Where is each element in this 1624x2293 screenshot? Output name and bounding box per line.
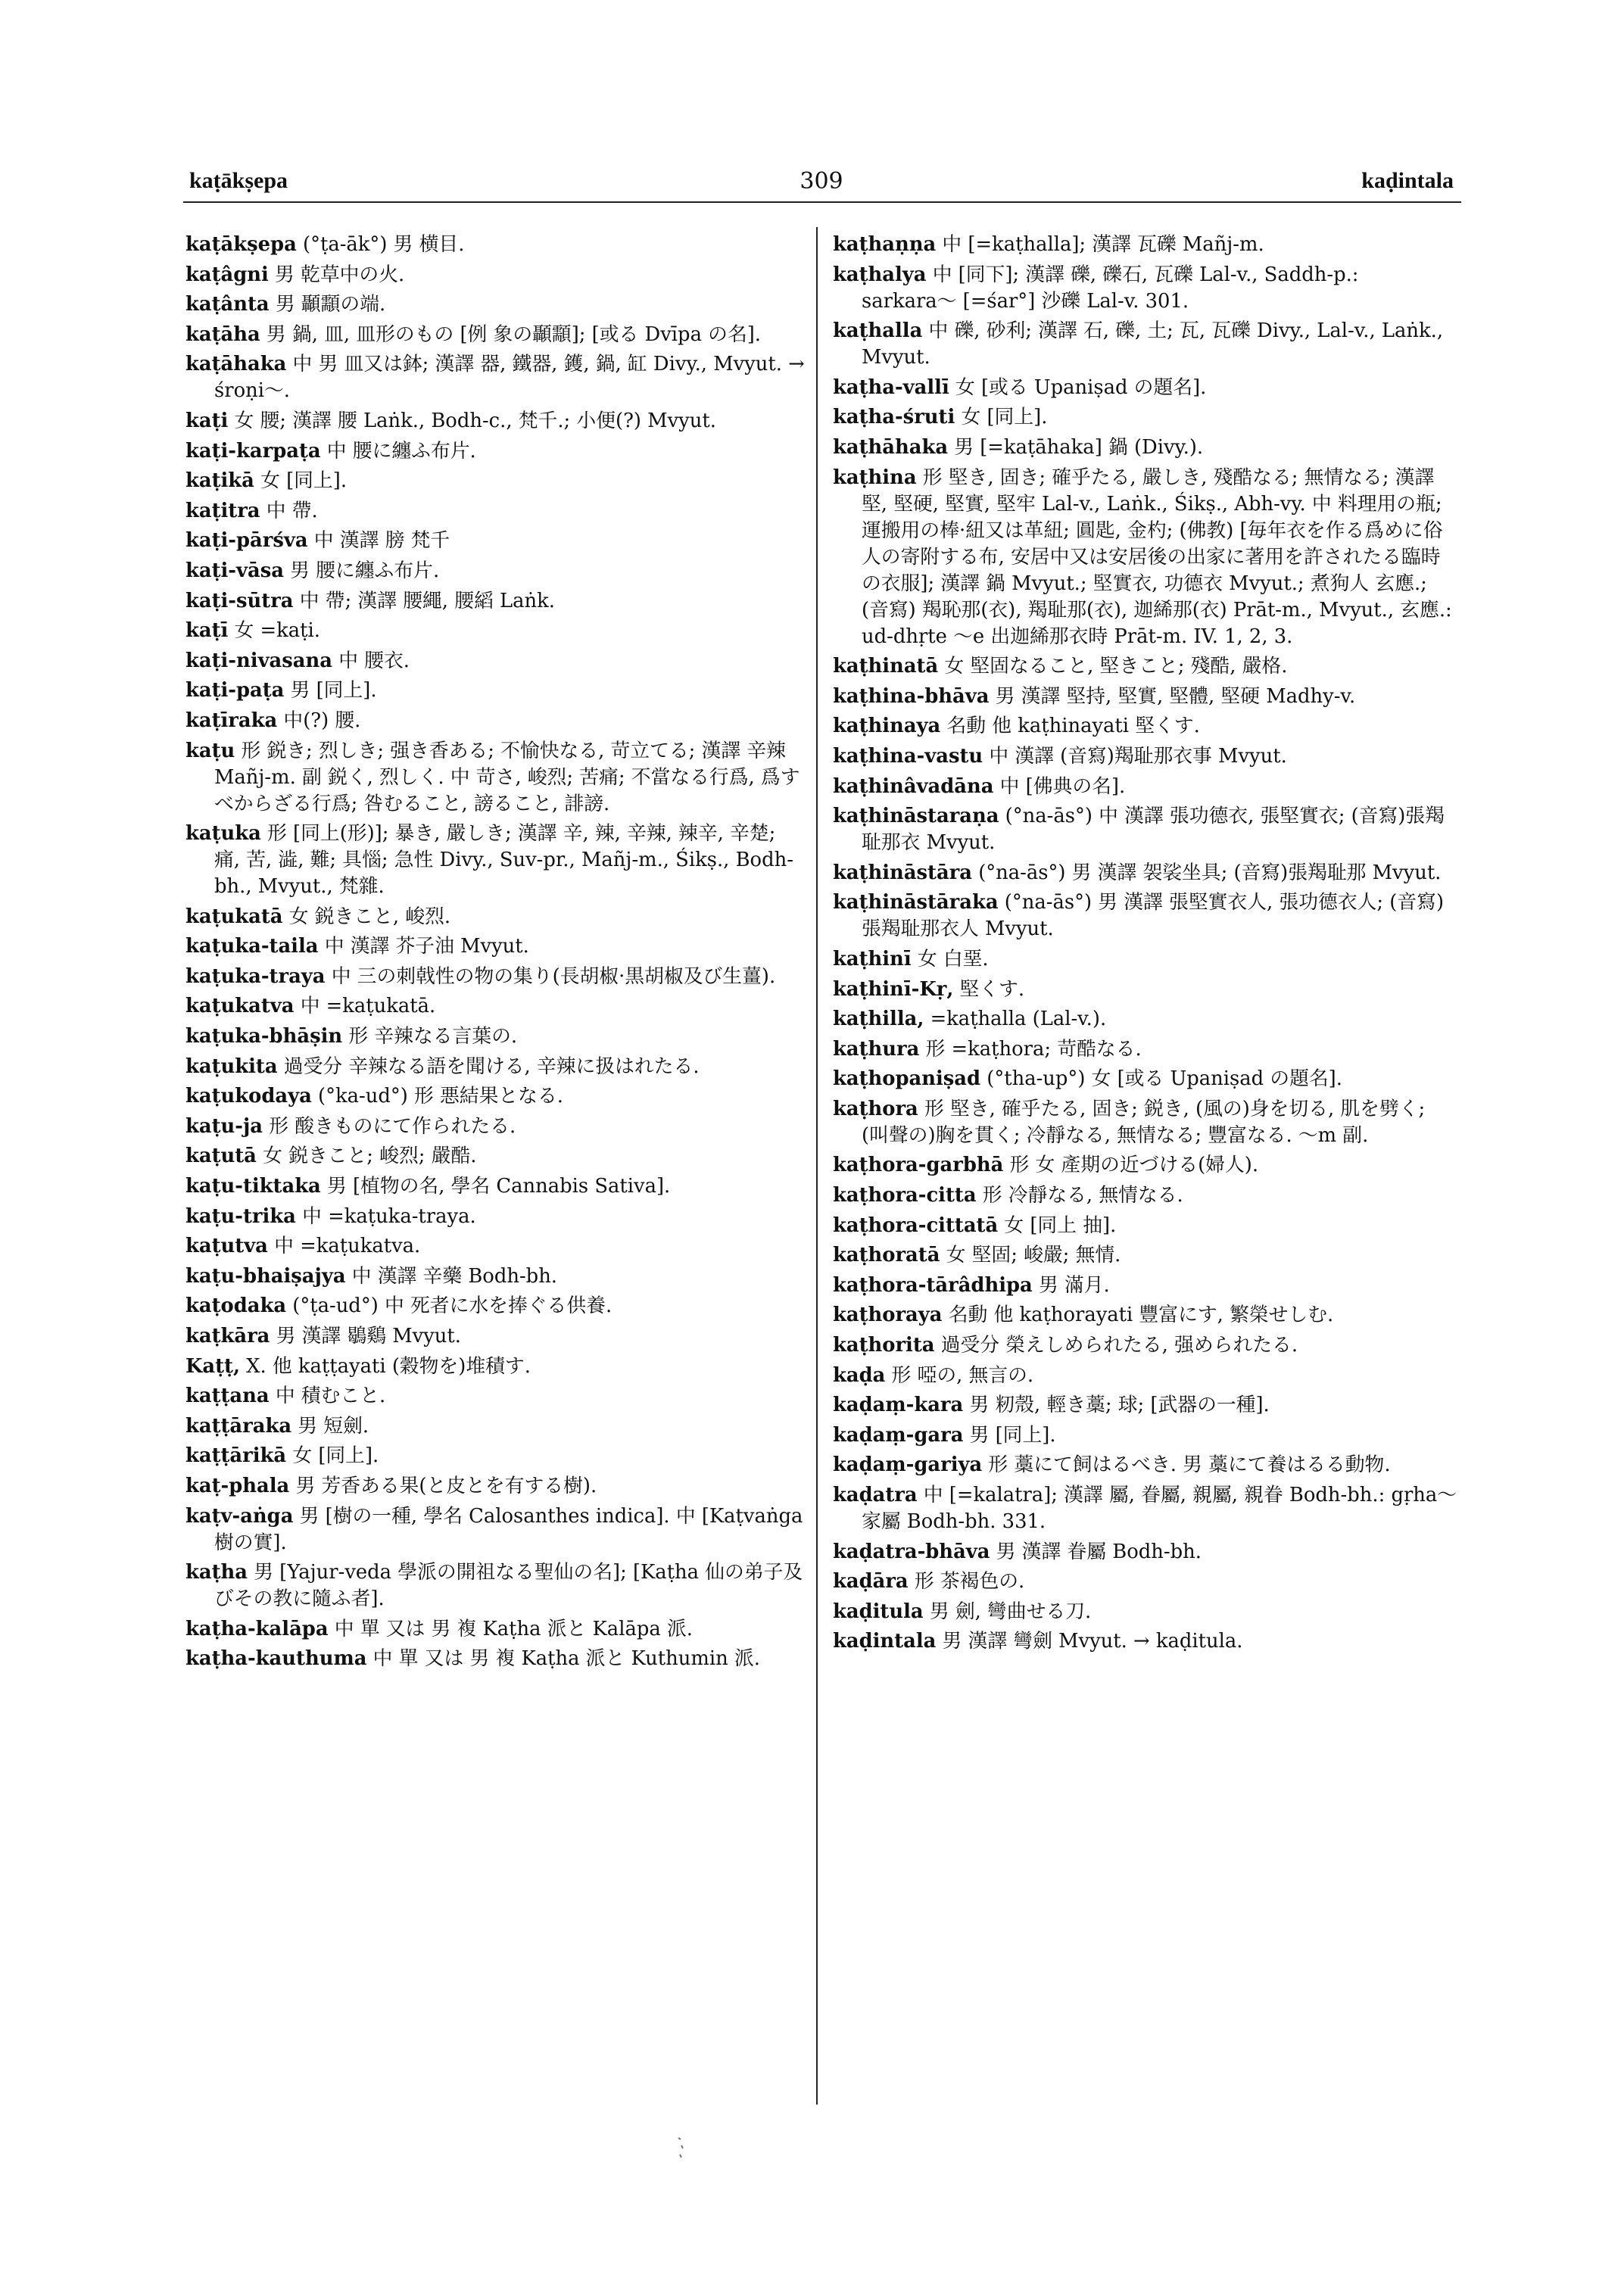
entry-headword: kaṭikā <box>185 469 254 493</box>
entry-headword: kaṭha-vallī <box>833 375 949 399</box>
dictionary-entry <box>185 558 805 584</box>
entry-headword: kaṭhilla, <box>833 1008 924 1031</box>
entry-headword: kaṭuka <box>185 822 261 846</box>
entry-headword: kaṭhina-bhāva <box>833 684 990 708</box>
header-rule <box>183 201 1461 203</box>
entry-definition: 中 =kaṭuka-traya. <box>302 1204 476 1228</box>
dictionary-entry <box>185 291 805 318</box>
dictionary-entry <box>833 713 1457 740</box>
entry-definition: 中 漢譯 辛藥 Bodh-bh. <box>351 1264 558 1288</box>
entry-headword: kaḍitula <box>833 1600 924 1623</box>
dictionary-entry <box>833 1539 1457 1566</box>
entry-definition: (°ka-ud°) 形 悪結果となる. <box>318 1085 563 1108</box>
dictionary-entry <box>185 1054 805 1080</box>
entry-definition: 形 女 產期の近づける(婦人). <box>1009 1154 1259 1177</box>
page-header <box>189 168 1454 204</box>
entry-headword: kaṭhaṇṇa <box>833 233 937 256</box>
dictionary-entry <box>185 1559 805 1612</box>
entry-headword: kaṭi-vāsa <box>185 559 284 582</box>
entry-headword: kaṭhoraya <box>833 1304 943 1327</box>
dictionary-entry <box>833 1036 1457 1063</box>
entry-definition: 形 [同上(形)]; 暴き, 嚴しき; 漢譯 辛, 辣, 辛辣, 辣辛, 辛楚; 痛, 苦, 澁, 難; 具惱; 急性 Divy., Suv-pr., Mañj-m., Śikṣ., Bodh-bh., Mvyut., 梵雜. <box>214 822 793 899</box>
entry-definition: 男 乾草中の火. <box>275 263 405 286</box>
dictionary-entry <box>833 684 1457 710</box>
dictionary-entry <box>833 1213 1457 1239</box>
entry-definition: 中 漢譯 膀 梵千 <box>313 529 450 553</box>
dictionary-entry <box>833 318 1457 371</box>
entry-headword: kaṭṭāraka <box>185 1414 292 1438</box>
dictionary-entry <box>185 904 805 930</box>
dictionary-entry <box>833 375 1457 401</box>
entry-headword: kaṭhinatā <box>833 655 939 678</box>
entry-headword: kaṭi <box>185 409 229 432</box>
entry-definition: 形 酸きものにて作られたる. <box>269 1114 516 1138</box>
entry-headword: kaṭhora-tārâdhipa <box>833 1273 1033 1297</box>
entry-definition: 男 漢譯 眷屬 Bodh-bh. <box>996 1540 1202 1563</box>
dictionary-entry <box>833 860 1457 886</box>
dictionary-entry <box>185 1233 805 1260</box>
dictionary-entry <box>833 1332 1457 1359</box>
entry-definition: (°na-ās°) 男 漢譯 張堅實衣人, 張功德衣人; (音寫)張羯耻那衣人 Mvyut. <box>862 891 1445 941</box>
entry-headword: kaḍāra <box>833 1570 909 1594</box>
entry-definition: 男 漢譯 鶡鷄 Mvyut. <box>276 1325 461 1347</box>
dictionary-entry <box>185 738 805 818</box>
entry-headword: kaḍaṃ-gariya <box>833 1453 983 1477</box>
dictionary-entry <box>185 708 805 734</box>
entry-headword: kaṭutā <box>185 1145 257 1168</box>
stray-mark <box>674 2135 689 2165</box>
entry-headword: kaṭukatā <box>185 905 283 928</box>
entry-headword: kaṭuka-taila <box>185 935 319 958</box>
entry-headword: kaḍaṃ-gara <box>833 1423 964 1447</box>
entry-headword: kaṭhoratā <box>833 1244 940 1267</box>
dictionary-entry <box>185 438 805 465</box>
dictionary-entry <box>185 1503 805 1556</box>
dictionary-entry <box>833 1152 1457 1179</box>
dictionary-entry <box>833 653 1457 680</box>
entry-definition: 中 [佛典の名]. <box>999 774 1126 798</box>
entry-definition: 形 茶褐色の. <box>914 1570 1025 1594</box>
dictionary-entry <box>833 1569 1457 1595</box>
dictionary-entry <box>185 678 805 704</box>
entry-headword: kaṭṭana <box>185 1385 270 1408</box>
dictionary-entry <box>833 1363 1457 1389</box>
entry-headword: kaṭhalla <box>833 319 923 343</box>
entry-definition: 男 籾殼, 輕き藁; 球; [武器の一種]. <box>969 1394 1270 1417</box>
entry-definition: (°ṭa-āk°) 男 横目. <box>303 233 465 256</box>
entry-headword: kaṭu-tiktaka <box>185 1175 321 1198</box>
entry-definition: 中 單 又は 男 複 Kaṭha 派と Kalāpa 派. <box>334 1617 693 1640</box>
entry-definition: X. 他 kaṭṭayati (穀物を)堆積す. <box>246 1354 531 1378</box>
entry-definition: 過受分 辛辣なる語を聞ける, 辛辣に扱はれたる. <box>283 1055 700 1078</box>
entry-headword: kaṭhināstāraka <box>833 891 999 914</box>
entry-definition: 男 劍, 彎曲せる刀. <box>929 1600 1092 1623</box>
dictionary-entry <box>833 977 1457 1003</box>
entry-headword: kaṭi-karpaṭa <box>185 439 321 463</box>
entry-definition: 中 單 又は 男 複 Kaṭha 派と Kuthumin 派. <box>372 1647 760 1671</box>
entry-headword: kaṭhora-garbhā <box>833 1154 1004 1177</box>
entry-headword: kaṭāha <box>185 322 260 346</box>
entry-headword: kaṭu-ja <box>185 1114 263 1138</box>
entry-headword: kaṭha-kalāpa <box>185 1617 329 1640</box>
entry-definition: 女 堅固; 峻嚴; 無情. <box>946 1244 1121 1267</box>
entry-headword: kaṭodaka <box>185 1294 287 1318</box>
entry-definition: 中 [=kalatra]; 漢譯 屬, 眷屬, 親屬, 親眷 Bodh-bh.: gṛha〜 家屬 Bodh-bh. 331. <box>862 1484 1457 1533</box>
dictionary-entry <box>185 648 805 675</box>
entry-definition: 中 [=kaṭhalla]; 漢譯 瓦礫 Mañj-m. <box>942 233 1264 256</box>
dictionary-entry <box>833 1392 1457 1419</box>
entry-definition: 中 帶. <box>266 499 318 522</box>
entry-definition: 女 腰; 漢譯 腰 Laṅk., Bodh-c., 梵千.; 小便(?) Mvyut. <box>234 409 716 432</box>
left-column <box>185 232 805 1676</box>
dictionary-entry <box>185 1204 805 1230</box>
entry-definition: 女 [同上 抽]. <box>1004 1213 1117 1237</box>
dictionary-entry <box>185 588 805 615</box>
dictionary-entry <box>185 1023 805 1050</box>
dictionary-entry <box>833 1273 1457 1299</box>
entry-headword: kaṭha <box>185 1561 248 1584</box>
entry-definition: 中 [同下]; 漢譯 礫, 礫石, 瓦礫 Lal-v., Saddh-p.: sarkara〜 [=śar°] 沙礫 Lal-v. 301. <box>862 263 1359 313</box>
entry-definition: 中 腰に纏ふ布片. <box>326 439 476 463</box>
dictionary-entry <box>185 262 805 288</box>
entry-headword: kaṭhalya <box>833 263 927 286</box>
dictionary-entry <box>833 1096 1457 1149</box>
entry-headword: kaṭi-paṭa <box>185 679 285 703</box>
entry-definition: 女 =kaṭi. <box>234 619 320 643</box>
entry-definition: 男 腰に纏ふ布片. <box>290 559 440 582</box>
entry-definition: 男 漢譯 堅持, 堅實, 堅體, 堅硬 Madhy-v. <box>995 684 1356 708</box>
dictionary-entry <box>185 1413 805 1440</box>
column-divider <box>816 227 818 2105</box>
dictionary-entry <box>185 1263 805 1290</box>
entry-headword: kaṭukodaya <box>185 1085 312 1108</box>
dictionary-entry <box>185 1646 805 1672</box>
dictionary-entry <box>833 1182 1457 1209</box>
dictionary-entry <box>185 1383 805 1410</box>
entry-headword: kaṭhina <box>833 466 917 489</box>
entry-definition: 名動 他 kaṭhorayati 豐富にす, 繁榮せしむ. <box>948 1304 1334 1327</box>
dictionary-entry <box>185 821 805 900</box>
entry-headword: kaṭukatva <box>185 995 295 1018</box>
entry-headword: kaṭi-nivasana <box>185 649 332 672</box>
dictionary-entry <box>833 1066 1457 1092</box>
entry-headword: kaṭitra <box>185 499 260 522</box>
entry-definition: 女 [或る Upaniṣad の題名]. <box>955 375 1207 399</box>
entry-headword: kaṭhora-citta <box>833 1184 977 1207</box>
entry-headword: kaṭhopaniṣad <box>833 1067 981 1091</box>
entry-headword: kaṭhinī <box>833 947 912 970</box>
header-left-guideword: kaṭākṣepa <box>189 168 288 193</box>
entry-definition: 男 [植物の名, 學名 Cannabis Sativa]. <box>326 1175 671 1198</box>
dictionary-entry <box>185 322 805 348</box>
entry-definition: (°na-ās°) 中 漢譯 張功德衣, 張堅實衣; (音寫)張羯耻那衣 Mvyut. <box>862 805 1445 855</box>
entry-headword: kaṭutva <box>185 1235 268 1258</box>
entry-definition: (°ṭa-ud°) 中 死者に水を捧ぐる供養. <box>292 1294 613 1318</box>
entry-definition: 男 [樹の一種, 學名 Calosanthes indica]. 中 [Kaṭvaṅga 樹の實]. <box>214 1504 803 1554</box>
dictionary-entry <box>833 1302 1457 1329</box>
entry-definition: 女 [同上]. <box>260 469 348 493</box>
entry-headword: kaṭu <box>185 739 235 762</box>
dictionary-entry <box>833 465 1457 650</box>
entry-headword: kaṭhora <box>833 1097 918 1120</box>
dictionary-entry <box>185 351 805 404</box>
entry-headword: kaṭukita <box>185 1055 278 1078</box>
dictionary-entry <box>833 1628 1457 1655</box>
dictionary-entry <box>833 1599 1457 1625</box>
dictionary-entry <box>185 1616 805 1643</box>
entry-headword: kaṭha-kauthuma <box>185 1647 367 1671</box>
entry-headword: kaṭâgni <box>185 263 269 286</box>
entry-definition: 中 帶; 漢譯 腰繩, 腰縚 Laṅk. <box>299 589 555 612</box>
entry-definition: 名動 他 kaṭhinayati 堅くす. <box>946 715 1200 738</box>
entry-definition: 過受分 榮えしめられたる, 强められたる. <box>940 1334 1298 1357</box>
dictionary-entry <box>185 1293 805 1319</box>
dictionary-entry <box>833 1452 1457 1478</box>
entry-definition: 男 顳顬の端. <box>275 293 386 316</box>
entry-headword: kaṭīraka <box>185 709 278 732</box>
entry-definition: 形 冷靜なる, 無情なる. <box>982 1184 1183 1207</box>
entry-definition: 中 礫, 砂利; 漢譯 石, 礫, 土; 瓦, 瓦礫 Divy., Lal-v., Laṅk., Mvyut. <box>862 319 1444 369</box>
entry-headword: Kaṭṭ, <box>185 1354 240 1378</box>
entry-headword: kaṭāhaka <box>185 353 287 376</box>
entry-headword: kaṭhinī-Kṛ, <box>833 977 954 1001</box>
entry-definition: 形 =kaṭhora; 苛酷なる. <box>925 1037 1142 1061</box>
dictionary-entry <box>185 1083 805 1110</box>
entry-definition: 女 堅固なること, 堅きこと; 殘酷, 嚴格. <box>944 655 1288 678</box>
dictionary-entry <box>185 498 805 525</box>
dictionary-entry <box>185 1114 805 1140</box>
entry-definition: 中 漢譯 芥子油 Mvyut. <box>324 935 529 958</box>
dictionary-entry <box>185 468 805 494</box>
entry-definition: (°na-ās°) 男 漢譯 袈裟坐具; (音寫)張羯耻那 Mvyut. <box>978 861 1442 884</box>
right-column <box>833 232 1457 1659</box>
dictionary-entry <box>833 435 1457 461</box>
entry-headword: kaṭkāra <box>185 1325 270 1347</box>
entry-headword: kaṭi-sūtra <box>185 589 294 612</box>
entry-headword: kaṭhināstaraṇa <box>833 805 999 828</box>
dictionary-entry <box>833 262 1457 315</box>
dictionary-entry <box>833 1422 1457 1449</box>
dictionary-entry <box>833 232 1457 258</box>
entry-headword: kaṭī <box>185 619 229 643</box>
dictionary-entry <box>185 1473 805 1500</box>
entry-definition: 中 腰衣. <box>338 649 410 672</box>
dictionary-entry <box>833 1482 1457 1535</box>
entry-headword: kaṭhinaya <box>833 715 941 738</box>
dictionary-entry <box>833 743 1457 770</box>
dictionary-entry <box>185 1143 805 1170</box>
entry-definition: 形 堅き, 固き; 確乎たる, 嚴しき, 殘酷なる; 無情なる; 漢譯 堅, 堅硬, 堅實, 堅牢 Lal-v., Laṅk., Śikṣ., Abh-vy. 中 料理用の瓶; 運搬用の棒·紐又は革紐; 圓匙, 金杓; (佛教) [毎年衣を作る爲めに俗人の寄附する布, 安居中又は安居後の出家に著用を許されたる臨時の衣服]; 漢譯 鍋 Mvyut.; 堅實衣, 功德衣 Mvyut.; 煮狗人 玄應.; (音寫) 羯恥那(衣), 羯耻那(衣), 迦絺那(衣) Prāt-m., Mvyut., 玄應.: ud-dhṛte 〜e 出迦絺那衣時 Prāt-m. IV. 1, 2, 3. <box>862 466 1452 648</box>
entry-definition: 男 滿月. <box>1038 1273 1110 1297</box>
dictionary-entry <box>185 964 805 990</box>
entry-headword: kaṭhorita <box>833 1334 935 1357</box>
entry-headword: kaṭu-trika <box>185 1204 296 1228</box>
entry-definition: 女 白堊. <box>917 947 989 970</box>
dictionary-entry <box>833 774 1457 800</box>
entry-definition: 男 芳香ある果(と皮とを有する樹). <box>295 1474 597 1497</box>
dictionary-entry <box>185 232 805 258</box>
dictionary-entry <box>833 803 1457 856</box>
dictionary-entry <box>833 404 1457 431</box>
entry-definition: 男 [同上]. <box>969 1423 1056 1447</box>
entry-definition: 形 鋭き; 烈しき; 强き香ある; 不愉快なる, 苛立てる; 漢譯 辛辣 Mañj-m. 副 鋭く, 烈しく. 中 苛さ, 峻烈; 苦痛; 不當なる行爲, 爲すべからざる行爲; 咎むること, 謗ること, 誹謗. <box>214 739 800 815</box>
entry-definition: 中 =kaṭukatva. <box>274 1235 421 1258</box>
entry-definition: 形 藁にて飼はるべき. 男 藁にて養はるる動物. <box>988 1453 1391 1477</box>
entry-definition: 中 =kaṭukatā. <box>300 995 436 1018</box>
dictionary-entry <box>185 408 805 435</box>
dictionary-entry <box>833 1242 1457 1269</box>
entry-definition: 男 [Yajur-veda 學派の開祖なる聖仙の名]; [Kaṭha 仙の弟子及びその教に隨ふ者]. <box>214 1561 803 1611</box>
entry-definition: =kaṭhalla (Lal-v.). <box>930 1008 1107 1031</box>
dictionary-entry <box>185 618 805 644</box>
entry-headword: kaṭṭārikā <box>185 1444 287 1468</box>
entry-definition: 男 鍋, 皿, 皿形のもの [例 象の顳顬]; [或る Dvīpa の名]. <box>266 322 762 346</box>
entry-definition: 男 [同上]. <box>290 679 377 703</box>
entry-definition: 形 堅き, 確乎たる, 固き; 鋭き, (風の)身を切る, 肌を劈く; (叫聲の)胸を貫く; 冷靜なる, 無情なる; 豐富なる. 〜m 副. <box>862 1097 1426 1147</box>
entry-definition: 堅くす. <box>959 977 1025 1001</box>
dictionary-entry <box>833 946 1457 973</box>
dictionary-entry <box>833 889 1457 942</box>
dictionary-entry <box>185 1354 805 1380</box>
entry-definition: 男 [=kaṭāhaka] 鍋 (Divy.). <box>954 435 1204 459</box>
header-right-guideword: kaḍintala <box>1361 168 1454 193</box>
entry-definition: 形 啞の, 無言の. <box>891 1363 1034 1387</box>
dictionary-entry <box>185 1173 805 1200</box>
entry-headword: kaṭhina-vastu <box>833 744 983 768</box>
entry-definition: 女 鋭きこと, 峻烈. <box>288 905 451 928</box>
entry-definition: 男 漢譯 彎劍 Mvyut. → kaḍitula. <box>942 1630 1243 1653</box>
dictionary-entry <box>185 1443 805 1469</box>
dictionary-entry <box>185 993 805 1020</box>
entry-headword: kaṭhināstāra <box>833 861 972 884</box>
entry-headword: kaṭ-phala <box>185 1474 290 1497</box>
entry-headword: kaṭuka-traya <box>185 964 326 988</box>
entry-headword: kaṭhura <box>833 1037 920 1061</box>
entry-definition: 中 漢譯 (音寫)羯耻那衣事 Mvyut. <box>989 744 1287 768</box>
dictionary-entry <box>833 1006 1457 1033</box>
entry-headword: kaḍintala <box>833 1630 937 1653</box>
entry-definition: 中 積むこと. <box>275 1385 386 1408</box>
entry-definition: 形 辛辣なる言葉の. <box>348 1025 518 1048</box>
entry-headword: kaṭhāhaka <box>833 435 949 459</box>
entry-definition: 女 鋭きこと; 峻烈; 嚴酷. <box>263 1145 477 1168</box>
entry-headword: kaṭu-bhaiṣajya <box>185 1264 346 1288</box>
dictionary-entry <box>185 1323 805 1350</box>
entry-headword: kaḍaṃ-kara <box>833 1394 964 1417</box>
dictionary-entry <box>185 933 805 960</box>
entry-headword: kaḍa <box>833 1363 886 1387</box>
entry-headword: kaḍatra-bhāva <box>833 1540 990 1563</box>
entry-definition: 中(?) 腰. <box>283 709 361 732</box>
entry-headword: kaḍatra <box>833 1484 918 1506</box>
entry-headword: kaṭha-śruti <box>833 406 955 429</box>
entry-definition: 中 男 皿又は鉢; 漢譯 器, 鐵器, 鑊, 鍋, 缸 Divy., Mvyut. → śroṇi〜. <box>214 353 805 403</box>
entry-headword: kaṭi-pārśva <box>185 529 308 553</box>
entry-definition: 女 [同上]. <box>292 1444 379 1468</box>
entry-headword: kaṭânta <box>185 293 270 316</box>
entry-definition: 女 [同上]. <box>961 406 1048 429</box>
dictionary-entry <box>185 528 805 554</box>
entry-headword: kaṭākṣepa <box>185 233 297 256</box>
entry-headword: kaṭhora-cittatā <box>833 1213 999 1237</box>
entry-headword: kaṭuka-bhāṣin <box>185 1025 343 1048</box>
page-number: 309 <box>800 168 843 195</box>
entry-definition: 中 三の刺戟性の物の集り(長胡椒·黒胡椒及び生薑). <box>331 964 776 988</box>
entry-definition: (°tha-up°) 女 [或る Upaniṣad の題名]. <box>987 1067 1342 1091</box>
entry-definition: 男 短劍. <box>298 1414 369 1438</box>
entry-headword: kaṭhinâvadāna <box>833 774 994 798</box>
entry-headword: kaṭv-aṅga <box>185 1504 294 1528</box>
